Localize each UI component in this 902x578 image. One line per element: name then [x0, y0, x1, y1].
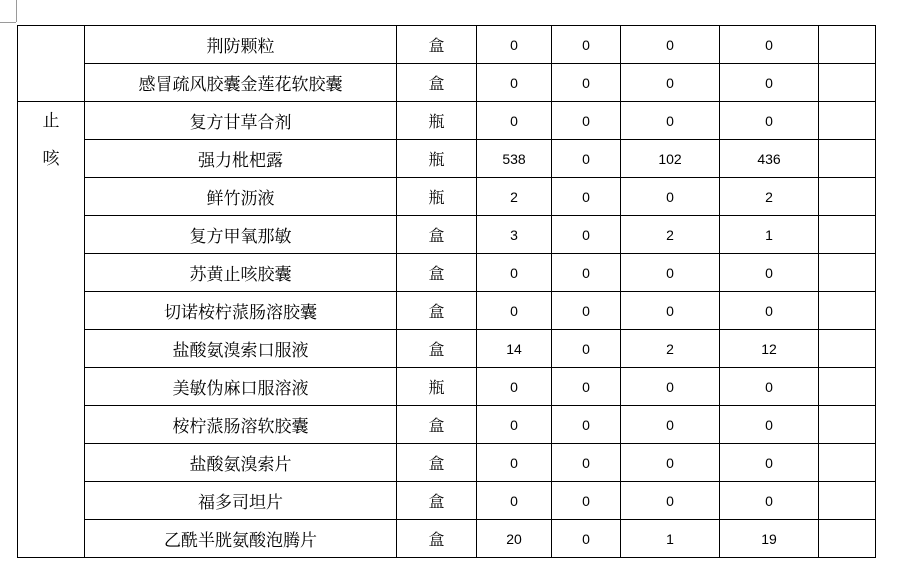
- table-row: [18, 64, 876, 102]
- value-cell-4: 0: [720, 64, 819, 102]
- medicine-name: 荆防颗粒: [85, 26, 397, 64]
- unit-cell: 瓶: [397, 368, 477, 406]
- table-row: [18, 254, 876, 292]
- value-cell-5: [819, 216, 876, 254]
- value-cell-3: 0: [621, 482, 720, 520]
- value-cell-5: [819, 330, 876, 368]
- value-cell-5: [819, 482, 876, 520]
- value-cell-1: 2: [477, 178, 552, 216]
- unit-cell: 盒: [397, 406, 477, 444]
- medicine-name: 鲜竹沥液: [85, 178, 397, 216]
- value-cell-2: 0: [552, 216, 621, 254]
- unit-cell: 盒: [397, 292, 477, 330]
- value-cell-4: 0: [720, 102, 819, 140]
- value-cell-1: 20: [477, 520, 552, 558]
- value-cell-2: 0: [552, 406, 621, 444]
- value-cell-4: 19: [720, 520, 819, 558]
- table-row: [18, 368, 876, 406]
- value-cell-2: 0: [552, 520, 621, 558]
- category-cell-cough: [18, 102, 85, 558]
- value-cell-4: 1: [720, 216, 819, 254]
- value-cell-4: 12: [720, 330, 819, 368]
- value-cell-5: [819, 254, 876, 292]
- value-cell-3: 0: [621, 102, 720, 140]
- medicine-name: 桉柠蒎肠溶软胶囊: [85, 406, 397, 444]
- value-cell-1: 0: [477, 292, 552, 330]
- value-cell-2: 0: [552, 482, 621, 520]
- unit-cell: 盒: [397, 64, 477, 102]
- category-cell-cold: [18, 26, 85, 102]
- value-cell-4: 2: [720, 178, 819, 216]
- medicine-name: 乙酰半胱氨酸泡腾片: [85, 520, 397, 558]
- value-cell-3: 2: [621, 216, 720, 254]
- medicine-name: 盐酸氨溴索片: [85, 444, 397, 482]
- value-cell-4: 0: [720, 368, 819, 406]
- value-cell-5: [819, 64, 876, 102]
- value-cell-3: 102: [621, 140, 720, 178]
- medicine-name: 强力枇杷露: [85, 140, 397, 178]
- value-cell-1: 14: [477, 330, 552, 368]
- value-cell-4: 0: [720, 254, 819, 292]
- unit-cell: 盒: [397, 520, 477, 558]
- table-row: [18, 520, 876, 558]
- value-cell-4: 436: [720, 140, 819, 178]
- value-cell-5: [819, 406, 876, 444]
- value-cell-2: 0: [552, 254, 621, 292]
- medicine-name: 感冒疏风胶囊金莲花软胶囊: [85, 64, 397, 102]
- value-cell-2: 0: [552, 368, 621, 406]
- value-cell-3: 0: [621, 368, 720, 406]
- medicine-name: 福多司坦片: [85, 482, 397, 520]
- value-cell-5: [819, 444, 876, 482]
- value-cell-4: 0: [720, 482, 819, 520]
- value-cell-3: 0: [621, 292, 720, 330]
- value-cell-3: 2: [621, 330, 720, 368]
- value-cell-1: 0: [477, 482, 552, 520]
- table-row: [18, 102, 876, 140]
- value-cell-5: [819, 292, 876, 330]
- value-cell-5: [819, 178, 876, 216]
- category-char: 咳: [42, 149, 60, 169]
- table-row: [18, 330, 876, 368]
- value-cell-2: 0: [552, 140, 621, 178]
- medicine-name: 复方甘草合剂: [85, 102, 397, 140]
- table-row: [18, 482, 876, 520]
- value-cell-3: 0: [621, 444, 720, 482]
- table-row: [18, 140, 876, 178]
- value-cell-1: 3: [477, 216, 552, 254]
- table-row: [18, 178, 876, 216]
- unit-cell: 盒: [397, 482, 477, 520]
- value-cell-3: 0: [621, 64, 720, 102]
- table-row: [18, 216, 876, 254]
- value-cell-4: 0: [720, 444, 819, 482]
- value-cell-1: 0: [477, 368, 552, 406]
- unit-cell: 盒: [397, 444, 477, 482]
- value-cell-1: 0: [477, 444, 552, 482]
- value-cell-3: 1: [621, 520, 720, 558]
- value-cell-1: 0: [477, 102, 552, 140]
- unit-cell: 瓶: [397, 102, 477, 140]
- value-cell-2: 0: [552, 330, 621, 368]
- value-cell-1: 0: [477, 64, 552, 102]
- value-cell-4: 0: [720, 26, 819, 64]
- value-cell-3: 0: [621, 406, 720, 444]
- value-cell-2: 0: [552, 444, 621, 482]
- value-cell-2: 0: [552, 26, 621, 64]
- unit-cell: 盒: [397, 26, 477, 64]
- value-cell-2: 0: [552, 178, 621, 216]
- table-row: [18, 444, 876, 482]
- value-cell-1: 0: [477, 406, 552, 444]
- value-cell-3: 0: [621, 26, 720, 64]
- unit-cell: 瓶: [397, 140, 477, 178]
- value-cell-4: 0: [720, 292, 819, 330]
- medicine-name: 苏黄止咳胶囊: [85, 254, 397, 292]
- value-cell-5: [819, 520, 876, 558]
- value-cell-3: 0: [621, 178, 720, 216]
- value-cell-5: [819, 102, 876, 140]
- value-cell-5: [819, 26, 876, 64]
- value-cell-2: 0: [552, 292, 621, 330]
- category-char: 止: [42, 111, 60, 131]
- medicine-inventory-table: [17, 25, 876, 558]
- table-row: [18, 292, 876, 330]
- page-corner-mark: [16, 0, 17, 22]
- unit-cell: 盒: [397, 254, 477, 292]
- value-cell-2: 0: [552, 102, 621, 140]
- medicine-name: 复方甲氧那敏: [85, 216, 397, 254]
- page-corner-mark: [0, 22, 16, 23]
- unit-cell: 瓶: [397, 178, 477, 216]
- value-cell-1: 0: [477, 254, 552, 292]
- value-cell-4: 0: [720, 406, 819, 444]
- unit-cell: 盒: [397, 330, 477, 368]
- value-cell-1: 538: [477, 140, 552, 178]
- value-cell-3: 0: [621, 254, 720, 292]
- table-row: [18, 26, 876, 64]
- table-row: [18, 406, 876, 444]
- value-cell-5: [819, 140, 876, 178]
- value-cell-2: 0: [552, 64, 621, 102]
- medicine-name: 美敏伪麻口服溶液: [85, 368, 397, 406]
- medicine-name: 切诺桉柠蒎肠溶胶囊: [85, 292, 397, 330]
- value-cell-5: [819, 368, 876, 406]
- value-cell-1: 0: [477, 26, 552, 64]
- unit-cell: 盒: [397, 216, 477, 254]
- medicine-name: 盐酸氨溴索口服液: [85, 330, 397, 368]
